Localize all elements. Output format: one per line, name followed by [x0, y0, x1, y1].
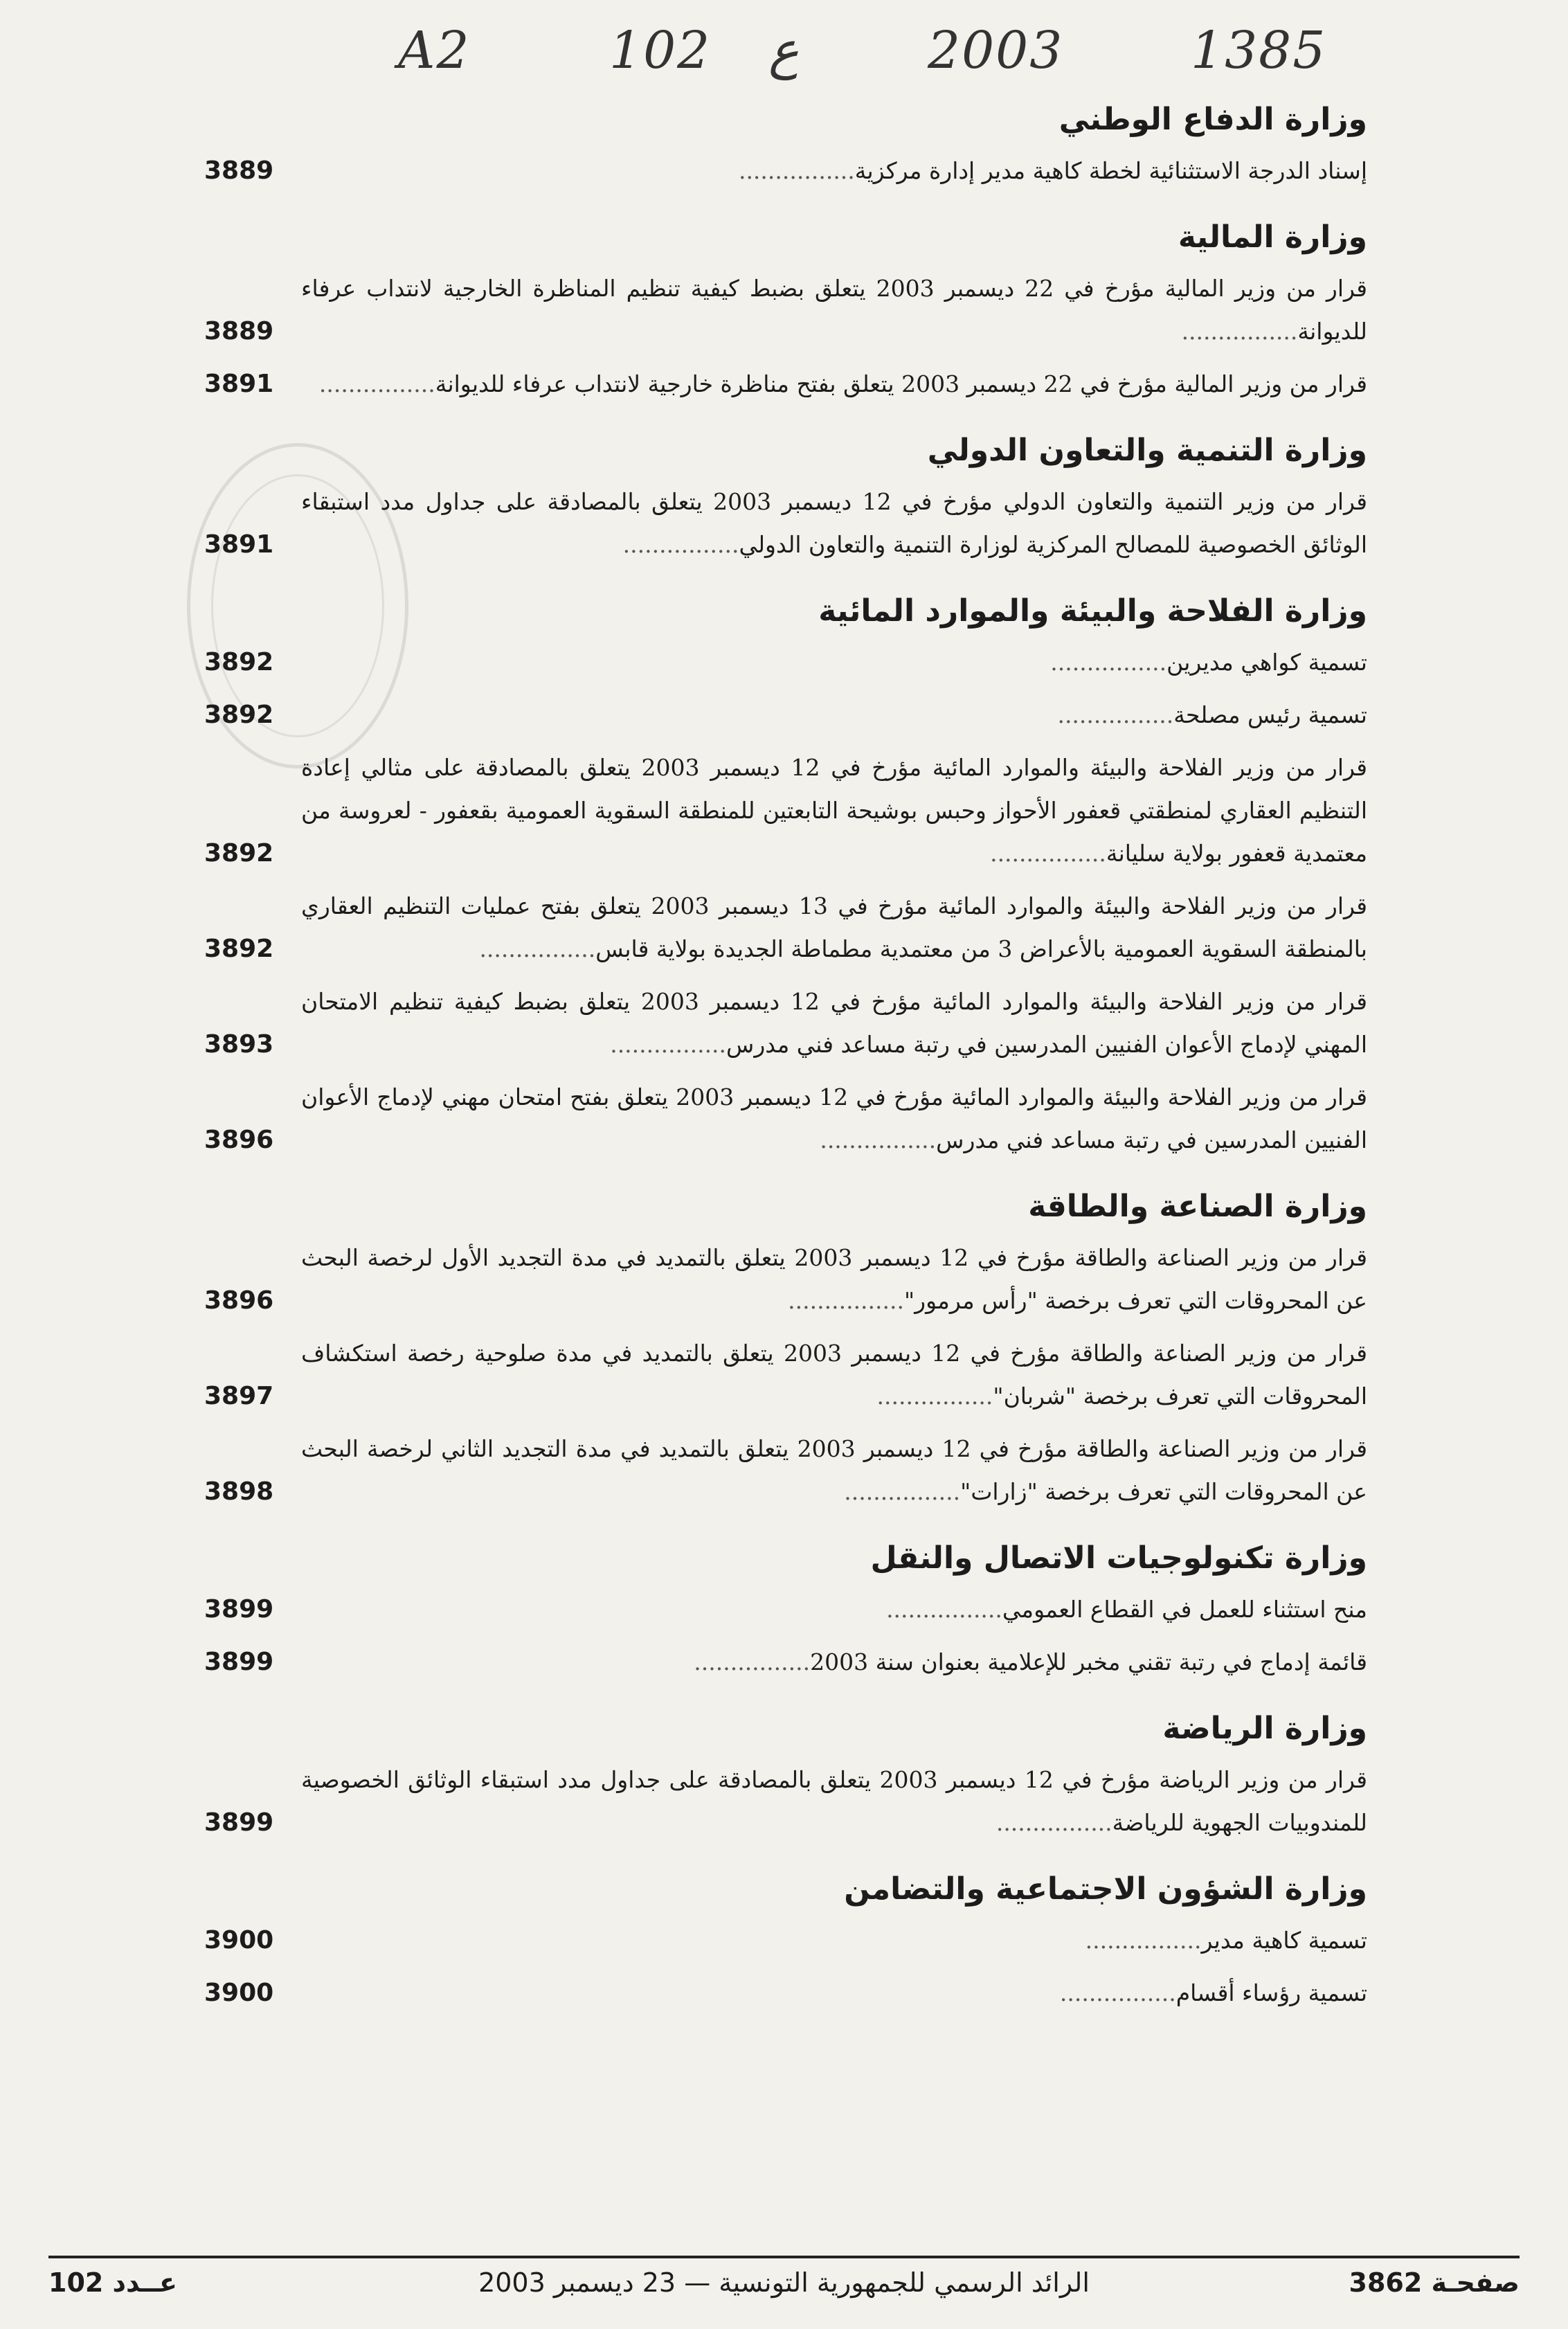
- entry-text: [301, 980, 1367, 1066]
- toc-entry: [204, 694, 1367, 737]
- entry-title: قرار من وزير المالية مؤرخ في 22 ديسمبر 2003 يتعلق بفتح مناظرة خارجية لانتداب عرفاء للديوانة: [435, 370, 1367, 397]
- toc-entry: [204, 980, 1367, 1066]
- entry-title: تسمية رئيس مصلحة: [1173, 701, 1367, 728]
- entry-title: قائمة إدماج في رتبة تقني مخبر للإعلامية بعنوان سنة 2003: [810, 1648, 1367, 1675]
- toc-entry: [204, 480, 1367, 566]
- toc-section: [204, 1864, 1367, 2015]
- entry-title: قرار من وزير الفلاحة والبيئة والموارد المائية مؤرخ في 12 ديسمبر 2003 يتعلق بالمصادقة على مثالي إعادة التنظيم العقاري لمنطقتي قعفور الأحواز وحبس بوشيحة التابعتين للمنطقة السقوية العمومية بقعفور - لعروسة من معتمدية قعفور بولاية سليانة: [301, 754, 1368, 867]
- entry-page-number: 3900: [204, 1979, 274, 2007]
- entry-text: [301, 1972, 1367, 2015]
- dot-leader: ................: [622, 531, 739, 558]
- section-title: وزارة المالية: [1178, 219, 1367, 255]
- dot-leader: ................: [1050, 649, 1167, 676]
- handwritten-ref-4: 2003: [928, 21, 1064, 80]
- section-title: وزارة تكنولوجيات الاتصال والنقل: [870, 1540, 1367, 1576]
- dot-leader: ................: [1181, 318, 1298, 345]
- entry-page-number: 3891: [204, 530, 274, 559]
- toc-entry: [204, 885, 1367, 971]
- toc-section: [204, 1703, 1367, 1844]
- dot-leader: ................: [990, 840, 1106, 867]
- entry-text: [301, 480, 1367, 566]
- toc-section: [204, 1181, 1367, 1513]
- entry-page-number: 3896: [204, 1286, 274, 1315]
- entry-page-number: 3892: [204, 701, 274, 729]
- dot-leader: ................: [610, 1031, 727, 1058]
- entry-page-number: 3891: [204, 370, 274, 398]
- dot-leader: ................: [1059, 1979, 1176, 2006]
- entry-text: [301, 1332, 1367, 1418]
- toc-entry: [204, 1919, 1367, 1962]
- handwritten-ref-1: A2: [398, 21, 471, 80]
- dot-leader: ................: [738, 157, 855, 184]
- entry-text: [301, 1237, 1367, 1322]
- entry-title: قرار من وزير الصناعة والطاقة مؤرخ في 12 ديسمبر 2003 يتعلق بالتمديد في مدة صلوحية رخصة استكشاف المحروقات التي تعرف برخصة "شربان": [301, 1340, 1368, 1410]
- entry-page-number: 3889: [204, 317, 274, 345]
- dot-leader: ................: [995, 1809, 1112, 1836]
- entry-title: قرار من وزير الصناعة والطاقة مؤرخ في 12 ديسمبر 2003 يتعلق بالتمديد في مدة التجديد الثاني لرخصة البحث عن المحروقات التي تعرف برخصة "زارات": [301, 1435, 1368, 1505]
- toc-entry: [204, 1641, 1367, 1684]
- toc-entry: [204, 1759, 1367, 1844]
- entry-page-number: 3892: [204, 839, 274, 867]
- footer-rule: [48, 2256, 1520, 2258]
- entry-title: تسمية كاهية مدير: [1201, 1927, 1367, 1954]
- entry-page-number: 3899: [204, 1595, 274, 1624]
- entry-title: تسمية كواهي مديرين: [1166, 649, 1367, 676]
- dot-leader: ................: [318, 370, 435, 397]
- entry-title: منح استثناء للعمل في القطاع العمومي: [1002, 1596, 1367, 1623]
- entry-text: [301, 1076, 1367, 1162]
- entry-page-number: 3892: [204, 935, 274, 963]
- entry-page-number: 3896: [204, 1126, 274, 1154]
- toc-entry: [204, 1428, 1367, 1513]
- entry-page-number: 3899: [204, 1648, 274, 1676]
- dot-leader: ................: [1057, 701, 1174, 728]
- toc-section: [204, 94, 1367, 192]
- entry-text: [301, 1588, 1367, 1631]
- section-title: وزارة الشؤون الاجتماعية والتضامن: [844, 1871, 1367, 1907]
- entry-title: قرار من وزير الفلاحة والبيئة والموارد المائية مؤرخ في 12 ديسمبر 2003 يتعلق بضبط كيفية تنظيم الامتحان المهني لإدماج الأعوان الفنيين المدرسين في رتبة مساعد فني مدرس: [301, 988, 1368, 1058]
- handwritten-ref-3: ع: [768, 21, 800, 80]
- toc-entry: [204, 150, 1367, 192]
- entry-title: قرار من وزير التنمية والتعاون الدولي مؤرخ في 12 ديسمبر 2003 يتعلق بالمصادقة على جداول مدد استبقاء الوثائق الخصوصية للمصالح المركزية لوزارة التنمية والتعاون الدولي: [301, 488, 1368, 558]
- dot-leader: ................: [876, 1383, 993, 1410]
- dot-leader: ................: [694, 1648, 811, 1675]
- entry-page-number: 3900: [204, 1926, 274, 1954]
- toc-entry: [204, 746, 1367, 875]
- entry-title: قرار من وزير المالية مؤرخ في 22 ديسمبر 2003 يتعلق بضبط كيفية تنظيم المناظرة الخارجية لانتداب عرفاء للديوانة: [301, 275, 1368, 345]
- toc-entry: [204, 267, 1367, 353]
- entry-text: [301, 1641, 1367, 1684]
- toc-section: [204, 212, 1367, 406]
- entry-text: [301, 1919, 1367, 1962]
- toc-entry: [204, 1076, 1367, 1162]
- entry-title: إسناد الدرجة الاستثنائية لخطة كاهية مدير إدارة مركزية: [854, 157, 1367, 184]
- section-title: وزارة الرياضة: [1162, 1711, 1367, 1746]
- handwritten-ref-2: 102: [609, 21, 712, 80]
- dot-leader: ................: [788, 1287, 904, 1314]
- entry-title: قرار من وزير الفلاحة والبيئة والموارد المائية مؤرخ في 13 ديسمبر 2003 يتعلق بفتح عمليات التنظيم العقاري بالمنطقة السقوية العمومية بالأعراض 3 من معتمدية مطماطة الجديدة بولاية قابس: [301, 892, 1368, 962]
- handwritten-ref-5: 1385: [1191, 21, 1327, 80]
- entry-title: تسمية رؤساء أقسام: [1175, 1979, 1367, 2006]
- entry-text: [301, 363, 1367, 406]
- entry-page-number: 3889: [204, 156, 274, 185]
- toc-entry: [204, 1332, 1367, 1418]
- section-title: وزارة الصناعة والطاقة: [1028, 1189, 1367, 1224]
- toc-entry: [204, 363, 1367, 406]
- entry-text: [301, 1759, 1367, 1844]
- dot-leader: ................: [886, 1596, 1002, 1623]
- section-title: وزارة الدفاع الوطني: [1058, 102, 1367, 137]
- footer-page-number: صفحـة 3862: [1349, 2267, 1520, 2298]
- entry-text: [301, 267, 1367, 353]
- page-footer: [48, 2267, 1520, 2316]
- entry-text: [301, 885, 1367, 971]
- entry-title: قرار من وزير الصناعة والطاقة مؤرخ في 12 ديسمبر 2003 يتعلق بالتمديد في مدة التجديد الأول لرخصة البحث عن المحروقات التي تعرف برخصة "رأس مرمور": [301, 1244, 1367, 1314]
- section-title: وزارة الفلاحة والبيئة والموارد المائية: [818, 593, 1367, 629]
- toc-entry: [204, 1237, 1367, 1322]
- toc-section: [204, 425, 1367, 566]
- entry-text: [301, 746, 1367, 875]
- footer-journal-title: الرائد الرسمي للجمهورية التونسية — 23 ديسمبر 2003: [478, 2267, 1090, 2298]
- toc-section: [204, 1533, 1367, 1684]
- toc-entry: [204, 1972, 1367, 2015]
- dot-leader: ................: [1085, 1927, 1202, 1954]
- toc-entry: [204, 641, 1367, 684]
- entry-page-number: 3892: [204, 648, 274, 676]
- entry-text: [301, 641, 1367, 684]
- toc-section: [204, 586, 1367, 1162]
- entry-page-number: 3898: [204, 1477, 274, 1506]
- dot-leader: ................: [820, 1126, 937, 1153]
- entry-title: قرار من وزير الرياضة مؤرخ في 12 ديسمبر 2003 يتعلق بالمصادقة على جداول مدد استبقاء الوثائق الخصوصية للمندوبيات الجهوية للرياضة: [301, 1766, 1368, 1836]
- toc-entry: [204, 1588, 1367, 1631]
- entry-text: [301, 694, 1367, 737]
- footer-issue-number: عــدد 102: [48, 2267, 177, 2298]
- entry-page-number: 3899: [204, 1808, 274, 1837]
- entry-page-number: 3893: [204, 1030, 274, 1059]
- entry-page-number: 3897: [204, 1382, 274, 1410]
- dot-leader: ................: [479, 935, 596, 962]
- entry-text: [301, 150, 1367, 192]
- section-title: وزارة التنمية والتعاون الدولي: [927, 433, 1367, 468]
- dot-leader: ................: [844, 1478, 961, 1505]
- entry-text: [301, 1428, 1367, 1513]
- entry-title: قرار من وزير الفلاحة والبيئة والموارد المائية مؤرخ في 12 ديسمبر 2003 يتعلق بفتح امتحان مهني لإدماج الأعوان الفنيين المدرسين في رتبة مساعد فني مدرس: [301, 1083, 1367, 1153]
- table-of-contents: [204, 90, 1367, 2034]
